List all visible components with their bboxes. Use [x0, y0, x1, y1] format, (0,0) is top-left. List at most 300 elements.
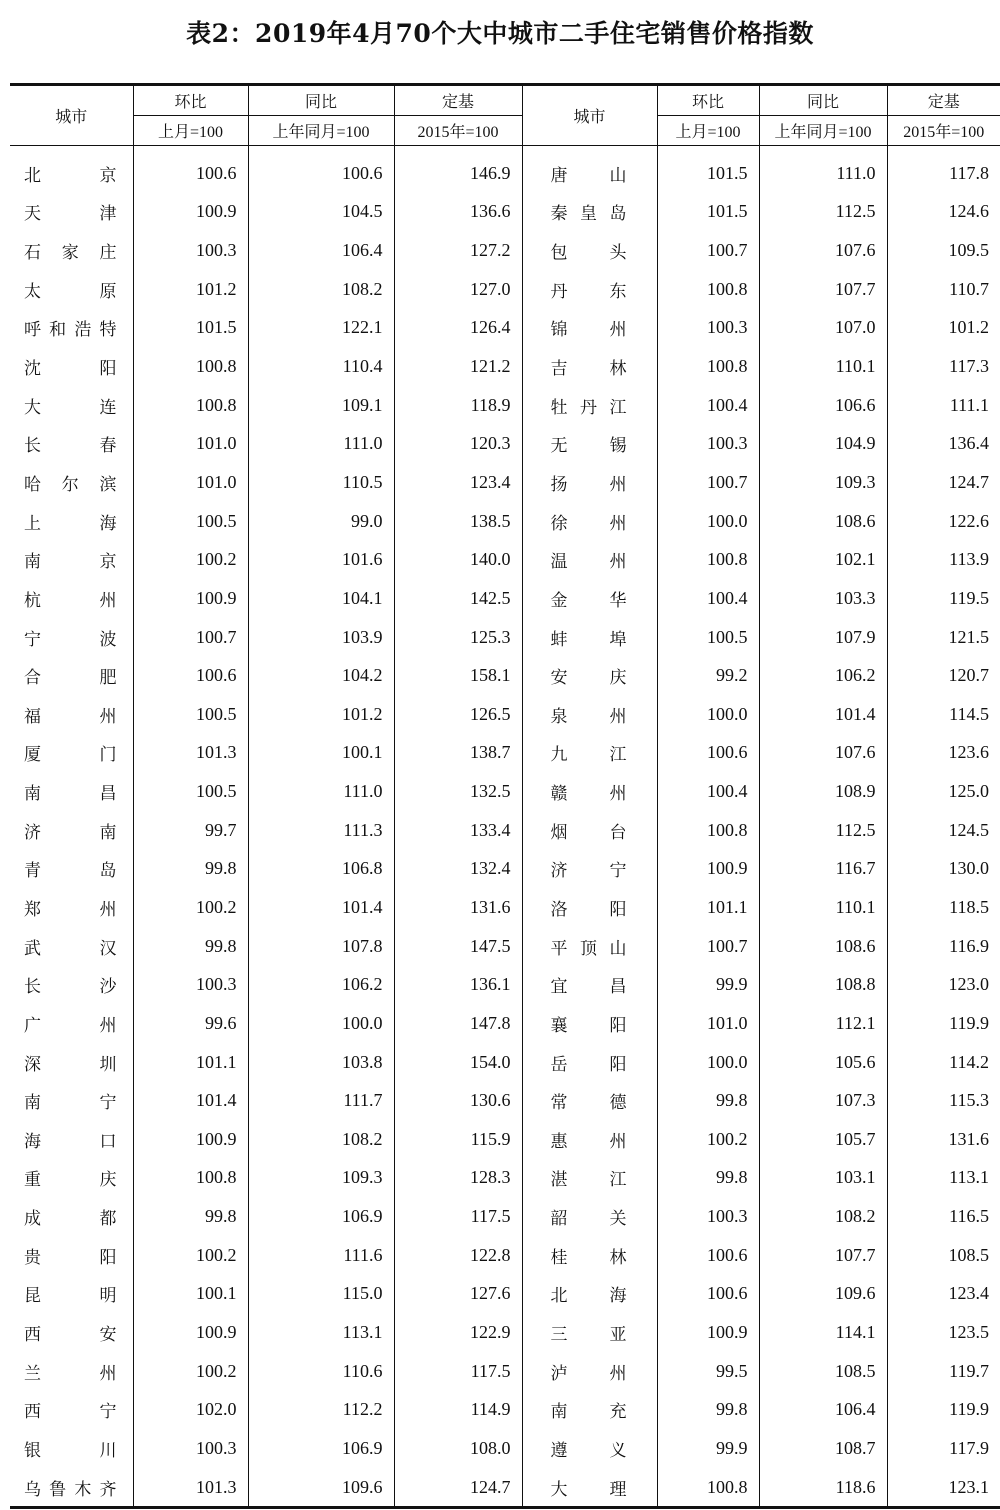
city-cell [522, 309, 657, 348]
mom-value: 100.9 [133, 1120, 248, 1159]
city-cell [522, 424, 657, 463]
base-value: 117.8 [949, 162, 989, 183]
table-row [10, 1081, 1000, 1120]
city-cell [522, 579, 657, 618]
mom-value: 99.8 [133, 1197, 248, 1236]
table-row [10, 656, 1000, 695]
city-cell [10, 695, 133, 734]
base-value: 122.9 [394, 1313, 522, 1352]
yoy-value: 100.0 [248, 1004, 394, 1043]
base-value: 120.7 [948, 665, 989, 686]
base-value: 124.7 [948, 471, 989, 492]
yoy-value: 107.9 [759, 618, 887, 657]
yoy-value: 108.2 [248, 270, 394, 309]
yoy-value: 110.1 [759, 347, 887, 386]
table-row [10, 1468, 1000, 1508]
city-cell [10, 1081, 133, 1120]
base-value: 114.5 [949, 703, 989, 724]
base-value: 108.0 [394, 1429, 522, 1468]
yoy-subheader: 上年同月=100 [248, 116, 394, 146]
yoy-value: 106.9 [248, 1197, 394, 1236]
city-name: 南宁 [24, 1093, 117, 1114]
city-name: 平顶山 [550, 938, 627, 959]
city-name: 蚌埠 [550, 629, 627, 650]
mom-value: 100.8 [657, 811, 759, 850]
yoy-value: 122.1 [248, 309, 394, 348]
mom-value: 99.2 [657, 656, 759, 695]
mom-value: 99.9 [657, 965, 759, 1004]
base-value: 122.8 [394, 1236, 522, 1275]
city-name: 岳阳 [550, 1054, 627, 1075]
mom-value: 100.2 [133, 540, 248, 579]
yoy-value: 100.6 [248, 146, 394, 193]
table-row [10, 270, 1000, 309]
city-name: 沈阳 [24, 359, 117, 380]
mom-value: 100.7 [657, 927, 759, 966]
table-row [10, 1429, 1000, 1468]
table-row [10, 927, 1000, 966]
city-name: 惠州 [550, 1131, 627, 1152]
city-cell [522, 1275, 657, 1314]
city-cell [10, 193, 133, 232]
table-row [10, 1004, 1000, 1043]
city-cell [10, 231, 133, 270]
city-cell [522, 1468, 657, 1508]
mom-value: 101.3 [133, 734, 248, 773]
base-value: 115.3 [949, 1090, 989, 1111]
city-cell [10, 1159, 133, 1198]
table-row [10, 772, 1000, 811]
city-name: 济南 [24, 822, 117, 843]
city-name: 重庆 [24, 1170, 117, 1191]
city-cell [522, 1391, 657, 1430]
base-value: 119.5 [949, 587, 989, 608]
base-value: 138.7 [394, 734, 522, 773]
city-cell [522, 1004, 657, 1043]
mom-value: 100.5 [133, 502, 248, 541]
city-name: 牡丹江 [550, 397, 627, 418]
city-name: 天津 [24, 204, 117, 225]
yoy-value: 111.0 [759, 146, 887, 193]
base-value: 136.6 [394, 193, 522, 232]
city-cell [10, 579, 133, 618]
mom-value: 100.6 [657, 734, 759, 773]
base-value: 113.9 [949, 549, 989, 570]
base-value: 123.1 [887, 1468, 1000, 1508]
mom-value: 99.8 [657, 1391, 759, 1430]
city-cell [10, 502, 133, 541]
mom-value: 100.3 [657, 424, 759, 463]
yoy-value: 110.5 [248, 463, 394, 502]
city-cell [10, 1468, 133, 1508]
mom-value: 101.0 [657, 1004, 759, 1043]
yoy-value: 111.0 [248, 424, 394, 463]
yoy-value: 105.7 [759, 1120, 887, 1159]
yoy-value: 103.3 [759, 579, 887, 618]
city-name: 贵阳 [24, 1247, 117, 1268]
yoy-value: 108.9 [759, 772, 887, 811]
city-name: 泸州 [550, 1363, 627, 1384]
base-value: 132.5 [394, 772, 522, 811]
city-cell [10, 309, 133, 348]
yoy-value: 110.6 [248, 1352, 394, 1391]
mom-value: 100.8 [133, 347, 248, 386]
base-value: 131.6 [948, 1128, 989, 1149]
base-value: 108.5 [948, 1244, 989, 1265]
city-name: 襄阳 [550, 1015, 627, 1036]
city-cell [522, 850, 657, 889]
city-name: 长春 [24, 436, 117, 457]
city-cell [10, 1429, 133, 1468]
city-name: 吉林 [550, 359, 627, 380]
base-value: 117.9 [949, 1437, 989, 1458]
city-name: 遵义 [550, 1440, 627, 1461]
city-name: 杭州 [24, 590, 117, 611]
mom-value: 100.8 [657, 540, 759, 579]
yoy-value: 103.9 [248, 618, 394, 657]
yoy-value: 111.3 [248, 811, 394, 850]
base-value: 117.5 [394, 1352, 522, 1391]
mom-value: 100.8 [133, 386, 248, 425]
city-name: 九江 [550, 745, 627, 766]
city-cell [10, 965, 133, 1004]
base-value: 127.0 [394, 270, 522, 309]
yoy-value: 109.6 [248, 1468, 394, 1508]
yoy-value: 109.1 [248, 386, 394, 425]
yoy-value: 100.1 [248, 734, 394, 773]
mom-value: 100.5 [657, 618, 759, 657]
table-row [10, 231, 1000, 270]
yoy-header: 同比 [248, 85, 394, 116]
city-cell [522, 888, 657, 927]
city-name: 赣州 [550, 784, 627, 805]
base-value: 122.6 [948, 510, 989, 531]
city-cell [10, 270, 133, 309]
city-name: 西宁 [24, 1402, 117, 1423]
city-cell [522, 1043, 657, 1082]
base-header: 定基 [887, 85, 1000, 116]
base-value: 147.5 [394, 927, 522, 966]
city-cell [522, 811, 657, 850]
mom-value: 100.3 [657, 1197, 759, 1236]
mom-value: 100.9 [133, 1313, 248, 1352]
table-row [10, 850, 1000, 889]
yoy-value: 112.5 [759, 811, 887, 850]
base-value: 119.9 [949, 1399, 989, 1420]
base-value: 113.1 [949, 1167, 989, 1188]
yoy-value: 106.2 [759, 656, 887, 695]
mom-value: 100.6 [657, 1275, 759, 1314]
base-value: 132.4 [394, 850, 522, 889]
city-cell [522, 1429, 657, 1468]
base-value: 136.1 [394, 965, 522, 1004]
city-name: 福州 [24, 706, 117, 727]
base-value: 116.5 [949, 1206, 989, 1227]
mom-value: 102.0 [133, 1391, 248, 1430]
base-value: 127.2 [394, 231, 522, 270]
yoy-value: 108.6 [759, 502, 887, 541]
table-row [10, 386, 1000, 425]
city-header: 城市 [10, 85, 133, 146]
mom-value: 100.9 [133, 193, 248, 232]
table-row [10, 347, 1000, 386]
yoy-value: 103.8 [248, 1043, 394, 1082]
mom-value: 100.7 [657, 231, 759, 270]
city-header: 城市 [522, 85, 657, 146]
base-value: 119.7 [949, 1360, 989, 1381]
mom-value: 100.7 [657, 463, 759, 502]
city-cell [522, 463, 657, 502]
city-cell [522, 1236, 657, 1275]
base-value: 133.4 [394, 811, 522, 850]
mom-value: 100.9 [657, 1313, 759, 1352]
city-name: 长沙 [24, 977, 117, 998]
yoy-value: 104.9 [759, 424, 887, 463]
yoy-value: 105.6 [759, 1043, 887, 1082]
city-name: 安庆 [550, 668, 627, 689]
yoy-value: 109.3 [759, 463, 887, 502]
city-name: 厦门 [24, 745, 117, 766]
table-row [10, 888, 1000, 927]
mom-value: 100.1 [133, 1275, 248, 1314]
base-value: 115.9 [394, 1120, 522, 1159]
city-name: 桂林 [550, 1247, 627, 1268]
city-cell [10, 1120, 133, 1159]
yoy-value: 101.2 [248, 695, 394, 734]
city-name: 乌鲁木齐 [24, 1479, 117, 1500]
yoy-value: 107.6 [759, 231, 887, 270]
city-name: 大连 [24, 397, 117, 418]
base-value: 128.3 [394, 1159, 522, 1198]
base-value: 116.9 [949, 935, 989, 956]
city-name: 丹东 [550, 281, 627, 302]
base-value: 118.5 [949, 896, 989, 917]
table-row [10, 1197, 1000, 1236]
yoy-value: 118.6 [759, 1468, 887, 1508]
base-value: 110.7 [949, 278, 989, 299]
mom-value: 100.2 [133, 1352, 248, 1391]
city-name: 大理 [550, 1479, 627, 1500]
city-name: 呼和浩特 [24, 320, 117, 341]
table-row [10, 1120, 1000, 1159]
mom-subheader: 上月=100 [133, 116, 248, 146]
city-cell [10, 146, 133, 193]
base-value: 124.6 [948, 201, 989, 222]
city-cell [522, 1352, 657, 1391]
yoy-value: 112.2 [248, 1391, 394, 1430]
yoy-value: 107.6 [759, 734, 887, 773]
base-value: 123.5 [948, 1322, 989, 1343]
city-cell [522, 656, 657, 695]
yoy-subheader: 上年同月=100 [759, 116, 887, 146]
city-cell [10, 463, 133, 502]
mom-value: 101.3 [133, 1468, 248, 1508]
yoy-value: 106.8 [248, 850, 394, 889]
mom-value: 99.7 [133, 811, 248, 850]
mom-value: 100.0 [657, 1043, 759, 1082]
table-row [10, 1352, 1000, 1391]
city-name: 徐州 [550, 513, 627, 534]
yoy-value: 112.1 [759, 1004, 887, 1043]
base-value: 146.9 [394, 146, 522, 193]
table-row [10, 1236, 1000, 1275]
base-value: 124.5 [948, 819, 989, 840]
price-index-table [10, 83, 1000, 1509]
city-cell [522, 502, 657, 541]
city-cell [522, 1313, 657, 1352]
mom-value: 100.4 [657, 579, 759, 618]
city-cell [522, 618, 657, 657]
table-row [10, 811, 1000, 850]
table-row [10, 579, 1000, 618]
city-name: 包头 [550, 243, 627, 264]
base-value: 117.3 [949, 356, 989, 377]
city-cell [522, 270, 657, 309]
base-subheader: 2015年=100 [394, 116, 522, 146]
mom-header: 环比 [657, 85, 759, 116]
city-cell [10, 1043, 133, 1082]
yoy-value: 108.5 [759, 1352, 887, 1391]
city-cell [522, 386, 657, 425]
city-cell [10, 1313, 133, 1352]
city-cell [522, 1197, 657, 1236]
base-value: 123.0 [948, 974, 989, 995]
city-cell [10, 347, 133, 386]
mom-value: 99.8 [133, 850, 248, 889]
yoy-value: 102.1 [759, 540, 887, 579]
yoy-value: 101.6 [248, 540, 394, 579]
base-value: 126.5 [394, 695, 522, 734]
base-value: 131.6 [394, 888, 522, 927]
mom-value: 101.5 [657, 193, 759, 232]
yoy-value: 109.6 [759, 1275, 887, 1314]
city-cell [522, 193, 657, 232]
yoy-value: 106.4 [759, 1391, 887, 1430]
mom-value: 100.8 [133, 1159, 248, 1198]
yoy-value: 111.7 [248, 1081, 394, 1120]
table-row [10, 618, 1000, 657]
yoy-value: 99.0 [248, 502, 394, 541]
city-cell [10, 1275, 133, 1314]
yoy-value: 108.6 [759, 927, 887, 966]
mom-value: 99.8 [133, 927, 248, 966]
city-name: 海口 [24, 1131, 117, 1152]
city-cell [10, 656, 133, 695]
city-name: 北京 [24, 165, 117, 186]
yoy-value: 108.7 [759, 1429, 887, 1468]
mom-value: 99.5 [657, 1352, 759, 1391]
mom-value: 100.2 [657, 1120, 759, 1159]
mom-value: 99.8 [657, 1159, 759, 1198]
mom-value: 101.1 [133, 1043, 248, 1082]
city-cell [10, 618, 133, 657]
yoy-value: 107.3 [759, 1081, 887, 1120]
table-title: 表2：2019年4月70个大中城市二手住宅销售价格指数 [186, 19, 814, 48]
city-name: 武汉 [24, 938, 117, 959]
base-value: 109.5 [948, 240, 989, 261]
city-name: 太原 [24, 281, 117, 302]
base-value: 138.5 [394, 502, 522, 541]
city-cell [10, 772, 133, 811]
city-cell [10, 734, 133, 773]
base-value: 118.9 [394, 386, 522, 425]
city-cell [522, 231, 657, 270]
city-name: 济宁 [550, 861, 627, 882]
yoy-value: 106.2 [248, 965, 394, 1004]
yoy-value: 115.0 [248, 1275, 394, 1314]
city-name: 青岛 [24, 861, 117, 882]
mom-value: 100.6 [657, 1236, 759, 1275]
table-row [10, 540, 1000, 579]
mom-subheader: 上月=100 [657, 116, 759, 146]
mom-value: 101.5 [657, 146, 759, 193]
yoy-value: 106.9 [248, 1429, 394, 1468]
yoy-value: 106.4 [248, 231, 394, 270]
city-cell [10, 540, 133, 579]
mom-value: 100.8 [657, 347, 759, 386]
mom-value: 100.8 [657, 270, 759, 309]
city-cell [522, 1120, 657, 1159]
city-name: 常德 [550, 1093, 627, 1114]
city-name: 洛阳 [550, 899, 627, 920]
mom-value: 101.1 [657, 888, 759, 927]
city-cell [10, 1352, 133, 1391]
mom-value: 99.8 [657, 1081, 759, 1120]
yoy-header: 同比 [759, 85, 887, 116]
city-cell [10, 888, 133, 927]
city-name: 西安 [24, 1325, 117, 1346]
base-value: 117.5 [394, 1197, 522, 1236]
city-cell [522, 540, 657, 579]
base-header: 定基 [394, 85, 522, 116]
mom-value: 100.3 [133, 231, 248, 270]
city-cell [10, 386, 133, 425]
base-value: 130.0 [948, 858, 989, 879]
base-value: 125.0 [948, 781, 989, 802]
mom-value: 100.0 [657, 695, 759, 734]
city-name: 南充 [550, 1402, 627, 1423]
base-value: 124.7 [394, 1468, 522, 1508]
base-value: 158.1 [394, 656, 522, 695]
table-row [10, 1275, 1000, 1314]
city-name: 兰州 [24, 1363, 117, 1384]
city-name: 泉州 [550, 706, 627, 727]
yoy-value: 107.0 [759, 309, 887, 348]
table-row [10, 734, 1000, 773]
base-value: 111.1 [949, 394, 989, 415]
city-name: 宁波 [24, 629, 117, 650]
city-name: 石家庄 [24, 243, 117, 264]
mom-value: 100.3 [657, 309, 759, 348]
city-cell [10, 927, 133, 966]
base-value: 120.3 [394, 424, 522, 463]
table-row [10, 1159, 1000, 1198]
city-name: 深圳 [24, 1054, 117, 1075]
base-value: 136.4 [948, 433, 989, 454]
table-row [10, 193, 1000, 232]
yoy-value: 104.5 [248, 193, 394, 232]
city-cell [10, 850, 133, 889]
yoy-value: 110.1 [759, 888, 887, 927]
city-name: 北海 [550, 1286, 627, 1307]
yoy-value: 113.1 [248, 1313, 394, 1352]
city-cell [522, 772, 657, 811]
city-cell [522, 1159, 657, 1198]
yoy-value: 101.4 [759, 695, 887, 734]
table-row [10, 1043, 1000, 1082]
mom-value: 100.9 [657, 850, 759, 889]
city-cell [522, 1081, 657, 1120]
